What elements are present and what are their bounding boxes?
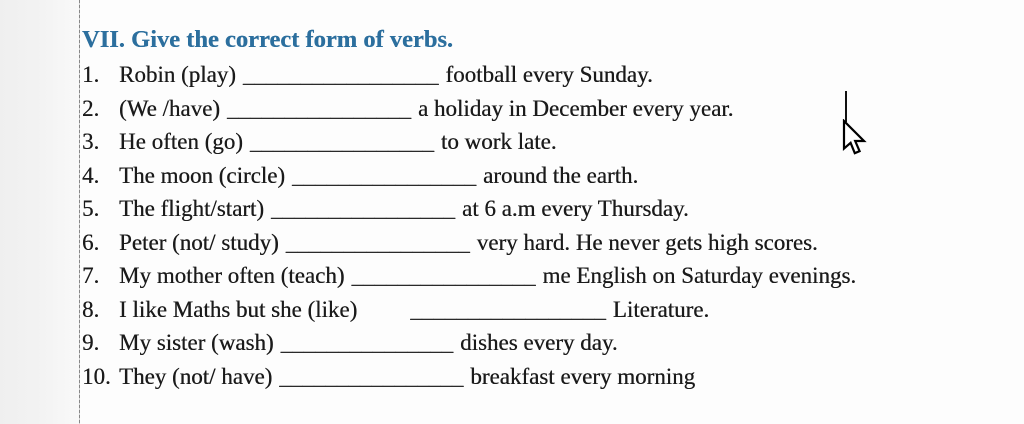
exercise-heading: VII. Give the correct form of verbs. [82,26,454,53]
item-number: 3. [82,129,100,154]
item-text-before-blank: I like Maths but she (like) [119,296,358,322]
item-number: 7. [82,263,100,288]
item-blank-line[interactable]: _______________ [280,330,454,355]
item-blank-line[interactable]: ________________ [279,363,464,389]
exercise-item-9 [82,326,1017,360]
item-blank-line[interactable]: _________________ [364,296,606,322]
item-text-after-blank: football every Sunday. [445,62,653,87]
item-number: 1. [82,62,100,87]
item-text-before-blank: The moon (circle) [119,162,286,188]
exercise-item-7 [82,259,1017,293]
item-text-before-blank: He often (go) [119,129,243,154]
item-text-after-blank: dishes every day. [460,330,618,355]
item-blank-line[interactable]: ________________ [271,196,455,221]
exercise-item-5 [82,192,1017,226]
exercise-item-8 [82,293,1017,327]
item-text-after-blank: a holiday in December every year. [417,95,734,121]
item-number: 4. [82,162,100,188]
item-text-before-blank: The flight/start) [119,196,264,221]
item-text-before-blank: Robin (play) [119,62,236,87]
document-text-area[interactable] [82,22,1017,393]
exercise-item-4 [82,159,1017,193]
item-number: 2. [82,95,100,121]
item-blank-line[interactable]: ________________ [226,95,411,121]
exercise-item-10 [82,360,1017,394]
exercise-item-1 [82,58,1017,92]
item-text-before-blank: My sister (wash) [119,330,274,355]
item-blank-line[interactable]: ________________ [351,263,536,288]
item-text-after-blank: me English on Saturday evenings. [542,263,857,288]
exercise-item-3 [82,125,1017,159]
item-text-after-blank: breakfast every morning [470,363,696,389]
item-text-after-blank: at 6 a.m every Thursday. [462,196,689,221]
exercise-item-2 [82,92,1017,126]
item-text-before-blank: My mother often (teach) [119,263,345,288]
item-blank-line[interactable]: _________________ [242,62,439,87]
item-text-before-blank: Peter (not/ study) [119,229,279,255]
item-text-before-blank: They (not/ have) [119,363,273,389]
item-number: 6. [82,229,100,255]
item-text-after-blank: Literature. [612,296,710,322]
item-text-after-blank: around the earth. [483,162,639,188]
exercise-item-6 [82,226,1017,260]
item-blank-line[interactable]: ________________ [249,129,434,154]
item-number: 8. [82,296,100,322]
page-margin-area [0,0,79,424]
item-text-after-blank: very hard. He never gets high scores. [476,229,818,255]
item-number: 5. [82,196,100,221]
text-caret[interactable] [845,91,847,122]
item-text-after-blank: to work late. [440,129,557,154]
item-blank-line[interactable]: ________________ [285,229,470,255]
text-boundary-line [79,0,80,424]
item-text-before-blank: (We /have) [119,95,220,121]
mouse-pointer-arrow-icon [842,119,869,159]
item-blank-line[interactable]: ________________ [292,162,477,188]
item-number: 9. [82,330,100,355]
item-number: 10. [82,363,111,389]
